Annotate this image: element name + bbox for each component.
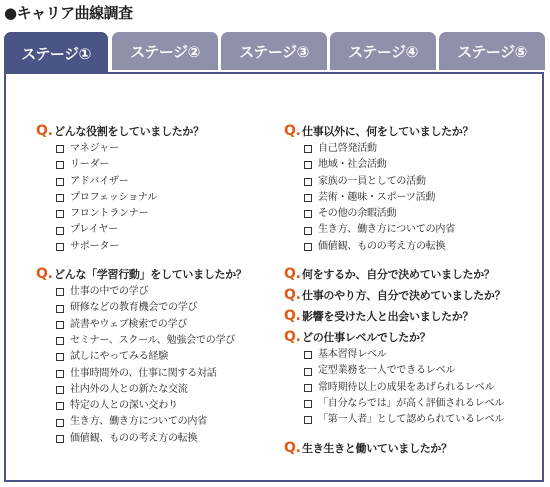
checkbox[interactable] bbox=[56, 370, 64, 378]
option-label: 「自分ならでは」が高く評価されるレベル bbox=[318, 397, 505, 409]
question-influential-person bbox=[284, 307, 534, 325]
q-mark: Q. bbox=[284, 308, 301, 325]
checkbox[interactable] bbox=[56, 353, 64, 361]
option-label: 定型業務を一人でできるレベル bbox=[318, 365, 456, 377]
question-text: 生き生きと働いていましたか？ bbox=[302, 441, 452, 455]
option-label: 研修などの教育機会での学び bbox=[70, 302, 198, 314]
option-label: セミナー、スクール、勉強会での学び bbox=[70, 334, 236, 346]
option-label: プロフェッショナル bbox=[70, 191, 157, 203]
option-item[interactable] bbox=[56, 284, 281, 300]
option-item[interactable] bbox=[304, 206, 534, 222]
checkbox[interactable] bbox=[56, 210, 64, 218]
question-text: 何をするか、自分で決めていましたか？ bbox=[302, 268, 495, 282]
q-mark: Q. bbox=[36, 123, 53, 139]
option-label: 価値観、ものの考え方の転換 bbox=[318, 240, 446, 252]
question-decide-how bbox=[284, 286, 534, 304]
question-role bbox=[36, 122, 281, 140]
checkbox[interactable] bbox=[56, 145, 64, 153]
outside-work-options bbox=[304, 141, 534, 255]
option-label: 家族の一員としての活動 bbox=[318, 175, 426, 187]
right-column bbox=[284, 118, 534, 457]
option-label: 価値観、ものの考え方の転換 bbox=[70, 432, 198, 444]
question-text: 仕事のやり方、自分で決めていましたか？ bbox=[302, 289, 506, 303]
option-label: リーダー bbox=[70, 159, 110, 171]
option-item[interactable] bbox=[56, 317, 281, 333]
question-decide-what bbox=[284, 265, 534, 283]
role-options bbox=[56, 141, 281, 255]
option-item[interactable] bbox=[56, 366, 281, 382]
option-label: 基本習得レベル bbox=[318, 349, 387, 361]
option-item[interactable] bbox=[56, 300, 281, 316]
option-label: 生き方、働き方についての内省 bbox=[70, 416, 207, 428]
checkbox[interactable] bbox=[304, 368, 312, 376]
question-outside-work bbox=[284, 122, 534, 140]
q-mark: Q. bbox=[284, 287, 301, 304]
option-item[interactable] bbox=[56, 222, 281, 238]
checkbox[interactable] bbox=[304, 400, 312, 408]
option-item[interactable] bbox=[56, 333, 281, 349]
option-item[interactable] bbox=[304, 347, 534, 363]
option-item[interactable] bbox=[304, 363, 534, 379]
option-label: 芸術・趣味・スポーツ活動 bbox=[318, 191, 436, 203]
checkbox[interactable] bbox=[304, 161, 312, 169]
tab-stage-4[interactable]: ステージ④ bbox=[330, 32, 436, 70]
option-item[interactable] bbox=[304, 157, 534, 173]
option-item[interactable] bbox=[56, 414, 281, 430]
option-item[interactable] bbox=[304, 239, 534, 255]
checkbox[interactable] bbox=[56, 419, 64, 427]
checkbox[interactable] bbox=[304, 178, 312, 186]
option-item[interactable] bbox=[56, 190, 281, 206]
option-item[interactable] bbox=[56, 431, 281, 447]
checkbox[interactable] bbox=[56, 402, 64, 410]
q-mark: Q. bbox=[284, 266, 301, 283]
option-label: 読書やウェブ検索での学び bbox=[70, 318, 188, 330]
option-label: 社内外の人との新たな交流 bbox=[70, 383, 188, 395]
option-label: プレイヤー bbox=[70, 224, 119, 236]
checkbox[interactable] bbox=[304, 227, 312, 235]
option-item[interactable] bbox=[56, 141, 281, 157]
survey-panel bbox=[4, 72, 544, 482]
option-label: その他の余暇活動 bbox=[318, 208, 397, 220]
work-level-options bbox=[304, 347, 534, 428]
option-item[interactable] bbox=[304, 190, 534, 206]
tab-stage-5[interactable]: ステージ⑤ bbox=[439, 32, 545, 70]
option-label: アドバイザー bbox=[70, 175, 129, 187]
option-item[interactable] bbox=[304, 412, 534, 428]
checkbox[interactable] bbox=[304, 351, 312, 359]
tab-stage-3[interactable]: ステージ③ bbox=[221, 32, 327, 70]
checkbox[interactable] bbox=[56, 227, 64, 235]
checkbox[interactable] bbox=[56, 305, 64, 313]
option-item[interactable] bbox=[304, 222, 534, 238]
option-label: サポーター bbox=[70, 240, 119, 252]
option-label: マネジャー bbox=[70, 143, 119, 154]
option-label: フロントランナー bbox=[70, 208, 149, 220]
option-item[interactable] bbox=[56, 157, 281, 173]
option-item[interactable] bbox=[304, 380, 534, 396]
question-text: 仕事以外に、何をしていましたか？ bbox=[302, 125, 474, 138]
q-mark: Q. bbox=[284, 123, 301, 139]
option-label: 仕事の中での学び bbox=[70, 286, 149, 298]
option-label: 生き方、働き方についての内省 bbox=[318, 224, 455, 236]
option-item[interactable] bbox=[304, 141, 534, 157]
option-label: 常時期待以上の成果をあげられるレベル bbox=[318, 381, 495, 393]
checkbox[interactable] bbox=[56, 386, 64, 394]
option-item[interactable] bbox=[56, 239, 281, 255]
option-item[interactable] bbox=[56, 174, 281, 190]
question-text: どの仕事レベルでしたか？ bbox=[302, 331, 431, 345]
checkbox[interactable] bbox=[56, 321, 64, 329]
checkbox[interactable] bbox=[56, 178, 64, 186]
stage-tabs bbox=[4, 32, 546, 72]
left-column bbox=[36, 118, 281, 447]
question-work-level bbox=[284, 328, 534, 346]
checkbox[interactable] bbox=[304, 145, 312, 153]
option-label: 仕事時間外の、仕事に関する対話 bbox=[70, 367, 217, 379]
option-item[interactable] bbox=[56, 398, 281, 414]
question-lively-work bbox=[284, 439, 534, 457]
checkbox[interactable] bbox=[304, 384, 312, 392]
checkbox[interactable] bbox=[56, 243, 64, 251]
option-label: 自己啓発活動 bbox=[318, 143, 377, 154]
option-item[interactable] bbox=[56, 206, 281, 222]
option-label: 地域・社会活動 bbox=[318, 159, 387, 171]
question-learning bbox=[36, 265, 281, 283]
q-mark: Q. bbox=[284, 329, 301, 346]
question-text: どんな「学習行動」をしていましたか？ bbox=[54, 268, 247, 282]
option-label: 試しにやってみる経験 bbox=[70, 351, 168, 363]
option-item[interactable] bbox=[56, 382, 281, 398]
q-mark: Q. bbox=[36, 266, 53, 283]
page-title: ●キャリア曲線調査 bbox=[4, 4, 133, 22]
option-item[interactable] bbox=[56, 349, 281, 365]
question-text: 影響を受けた人と出会いましたか？ bbox=[302, 310, 474, 324]
option-label: 特定の人との深い交わり bbox=[70, 400, 178, 412]
checkbox[interactable] bbox=[304, 210, 312, 218]
checkbox[interactable] bbox=[56, 337, 64, 345]
option-item[interactable] bbox=[304, 174, 534, 190]
checkbox[interactable] bbox=[56, 161, 64, 169]
tab-stage-2[interactable]: ステージ② bbox=[112, 32, 218, 70]
checkbox[interactable] bbox=[56, 288, 64, 296]
checkbox[interactable] bbox=[304, 243, 312, 251]
tab-stage-1[interactable]: ステージ① bbox=[4, 32, 108, 74]
checkbox[interactable] bbox=[56, 194, 64, 202]
question-text: どんな役割をしていましたか？ bbox=[54, 125, 204, 138]
learning-options bbox=[56, 284, 281, 447]
q-mark: Q. bbox=[284, 439, 301, 456]
checkbox[interactable] bbox=[304, 416, 312, 424]
option-label: 「第一人者」として認められているレベル bbox=[318, 414, 505, 426]
option-item[interactable] bbox=[304, 396, 534, 412]
checkbox[interactable] bbox=[304, 194, 312, 202]
checkbox[interactable] bbox=[56, 435, 64, 443]
